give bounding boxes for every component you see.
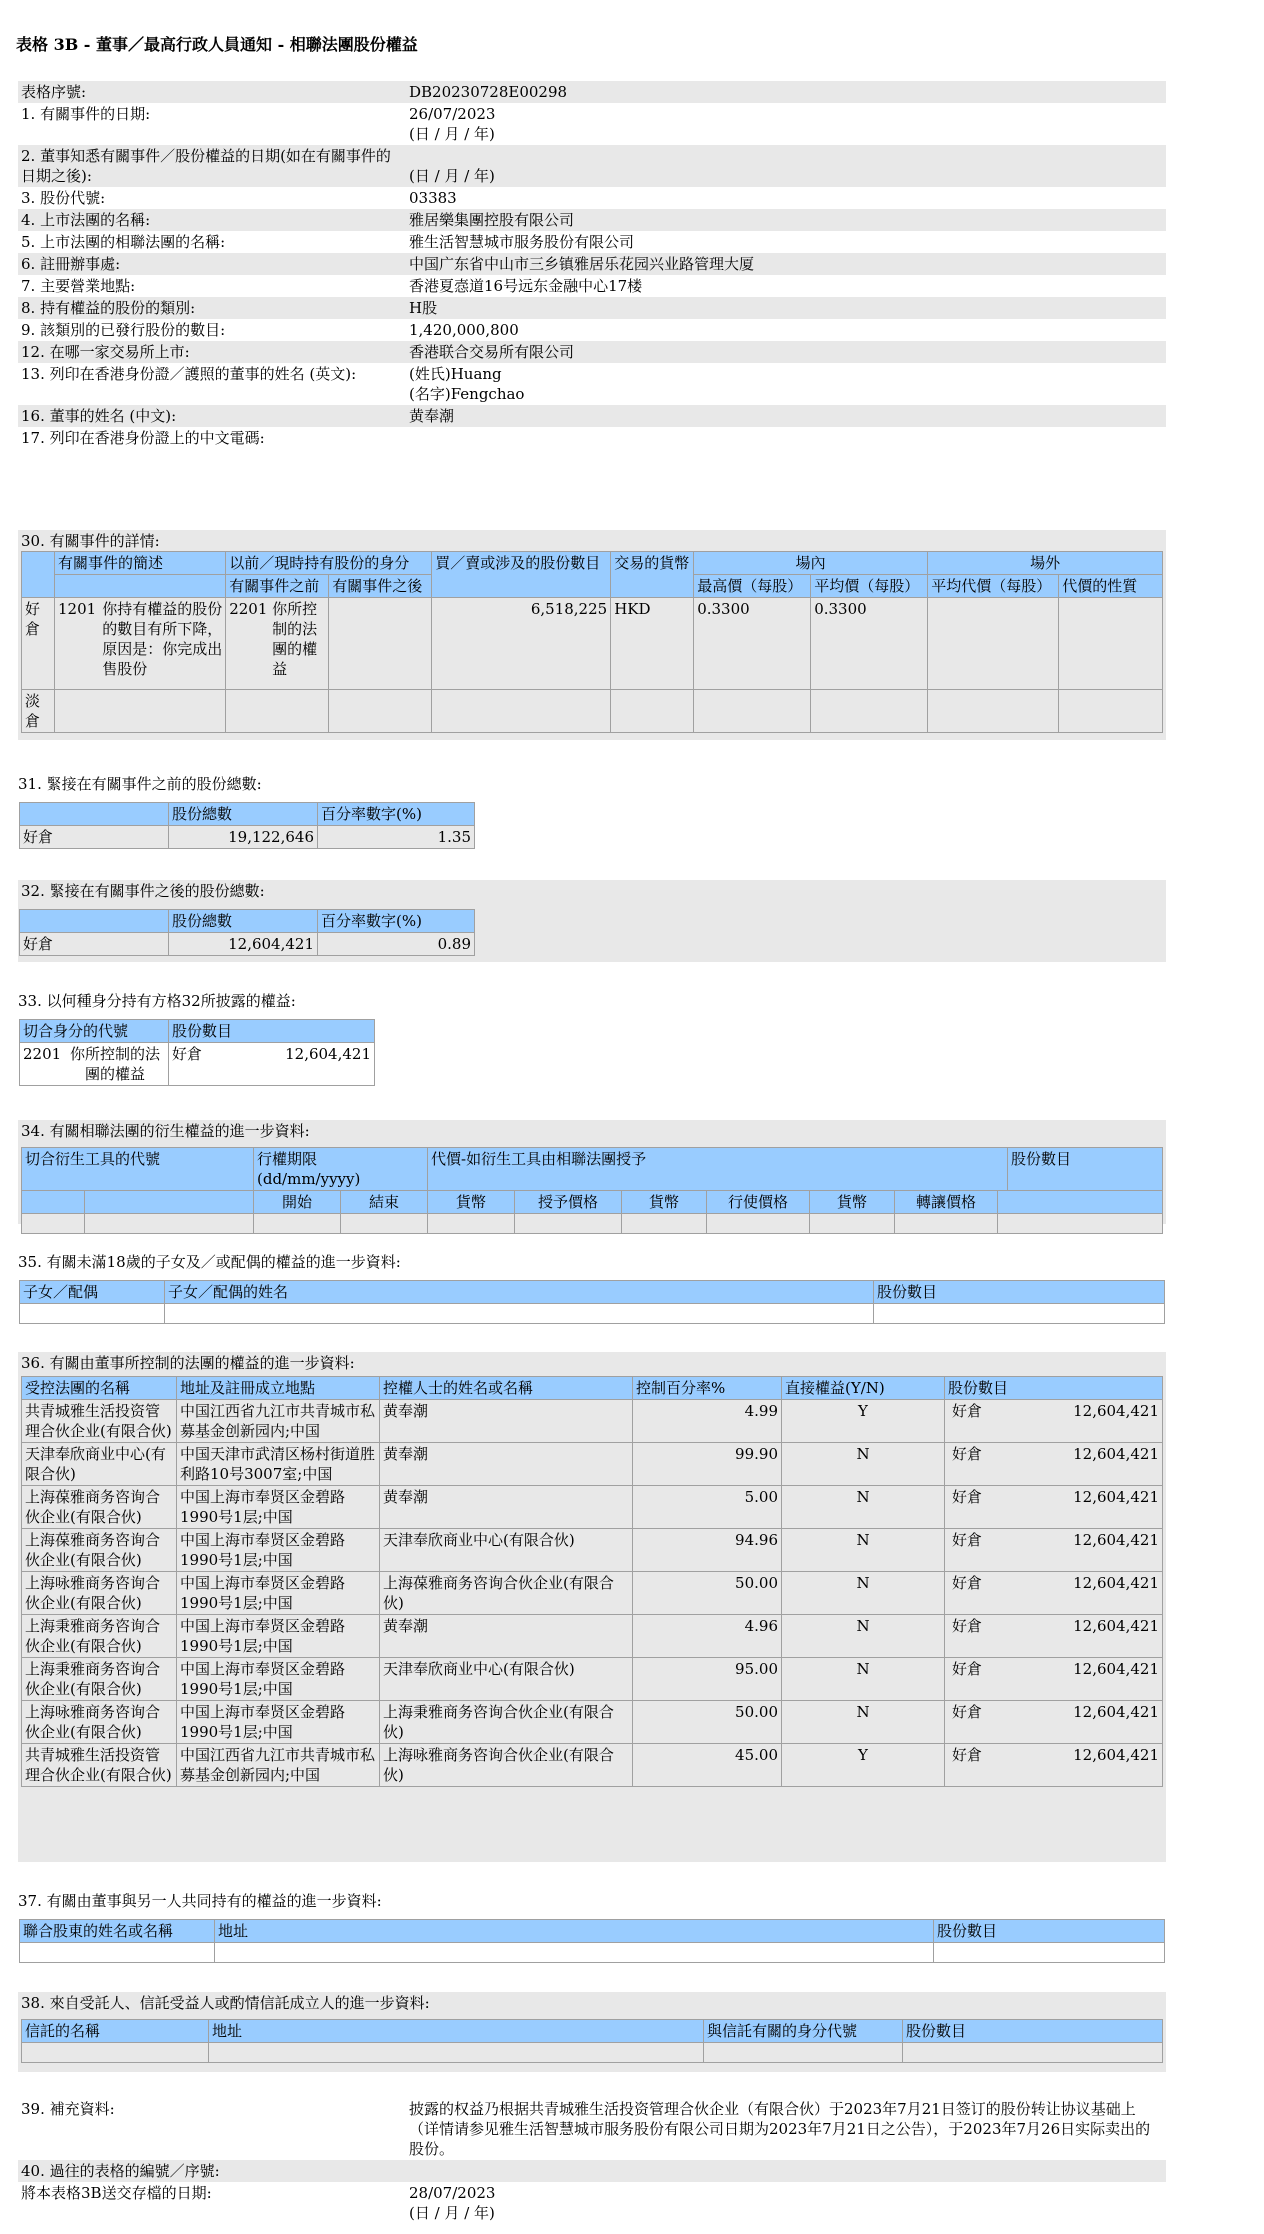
empty-cell	[20, 1943, 215, 1963]
header-currency: 貨幣	[428, 1191, 515, 1214]
header-num-shares: 股份數目	[945, 1377, 1163, 1400]
controlled-corp-row	[22, 1486, 1163, 1529]
corp-address: 中国江西省九江市共青城市私募基金创新园内;中国	[177, 1744, 380, 1787]
supplementary-label: 39. 補充資料:	[21, 2100, 115, 2118]
blank-header	[22, 1191, 85, 1214]
corp-address: 中国上海市奉贤区金碧路1990号1层;中国	[177, 1572, 380, 1615]
info-key: 17. 列印在香港身份證上的中文電碼:	[21, 429, 265, 447]
header-corp-name: 受控法團的名稱	[22, 1377, 177, 1400]
joint-holders-table	[19, 1919, 1165, 1963]
info-value: 03383	[409, 189, 457, 207]
controller-name: 黄奉潮	[380, 1400, 633, 1443]
empty-cell	[903, 2043, 1163, 2063]
info-key: 2. 董事知悉有關事件／股份權益的日期(如在有關事件的日期之後):	[21, 147, 391, 185]
footer-table	[18, 2098, 1166, 2224]
empty-cell	[998, 1214, 1163, 1234]
info-row	[18, 145, 1166, 187]
section-31-heading: 31. 緊接在有關事件之前的股份總數:	[18, 775, 262, 793]
empty-cell	[707, 1214, 810, 1234]
header-control-pct: 控制百分率%	[633, 1377, 782, 1400]
info-value: H股	[409, 299, 438, 317]
percentage: 0.89	[318, 933, 475, 956]
position-type: 好倉	[952, 1617, 983, 1635]
num-shares: 12,604,421	[1073, 1703, 1159, 1721]
info-value: DB20230728E00298	[409, 83, 568, 101]
trust-table	[21, 2019, 1163, 2063]
nature	[1059, 598, 1163, 690]
info-row	[18, 319, 1166, 341]
section-34	[18, 1120, 1166, 1224]
num-shares: 12,604,421	[1073, 1402, 1159, 1420]
header-trust-name: 信託的名稱	[22, 2020, 209, 2043]
header-num-shares: 股份數目	[934, 1920, 1165, 1943]
header-on-exchange: 場內	[694, 552, 928, 575]
info-row	[18, 341, 1166, 363]
info-key: 16. 董事的姓名 (中文):	[21, 407, 177, 425]
info-value	[406, 363, 1166, 405]
surname: (姓氏)Huang	[409, 365, 502, 383]
control-pct: 50.00	[633, 1701, 782, 1744]
empty-cell	[874, 1304, 1165, 1324]
info-key: 8. 持有權益的股份的類別:	[21, 299, 196, 317]
info-value: (日 / 月 / 年)	[409, 167, 495, 185]
controller-name: 上海秉雅商务咨询合伙企业(有限合伙)	[380, 1701, 633, 1744]
info-key: 5. 上市法團的相聯法團的名稱:	[21, 233, 226, 251]
header-avg-price: 平均價（每股）	[811, 575, 928, 598]
controlled-corp-row	[22, 1443, 1163, 1486]
control-pct: 4.99	[633, 1400, 782, 1443]
section-35-heading: 35. 有關未滿18歲的子女及／或配偶的權益的進一步資料:	[18, 1253, 401, 1271]
info-key: 3. 股份代號:	[21, 189, 106, 207]
date-format: (日 / 月 / 年)	[409, 2204, 495, 2222]
empty-cell	[704, 2043, 903, 2063]
off-avg	[928, 598, 1059, 690]
section-33-heading: 33. 以何種身分持有方格32所披露的權益:	[18, 992, 296, 1010]
header-pct: 百分率數字(%)	[318, 803, 475, 826]
capacity-code: 2201	[229, 600, 268, 618]
empty-cell	[611, 690, 694, 733]
shares-cell	[945, 1443, 1163, 1486]
section-heading: 36. 有關由董事所控制的法團的權益的進一步資料:	[21, 1354, 355, 1372]
control-pct: 94.96	[633, 1529, 782, 1572]
empty-cell	[1059, 690, 1163, 733]
section-30	[18, 530, 1166, 740]
header-num-shares: 股份數目	[874, 1281, 1165, 1304]
info-key: 13. 列印在香港身份證／護照的董事的姓名 (英文):	[21, 365, 357, 383]
max-price: 0.3300	[694, 598, 811, 690]
derivatives-table	[21, 1147, 1163, 1234]
blank-header	[998, 1191, 1163, 1214]
controlled-corp-row	[22, 1744, 1163, 1787]
corp-name: 上海咏雅商务咨询合伙企业(有限合伙)	[22, 1701, 177, 1744]
blank-header	[85, 1191, 254, 1214]
controlled-corp-row	[22, 1701, 1163, 1744]
long-position-row	[22, 598, 1163, 690]
num-shares: 12,604,421	[1073, 1617, 1159, 1635]
control-pct: 5.00	[633, 1486, 782, 1529]
controller-name: 黄奉潮	[380, 1486, 633, 1529]
corp-address: 中国上海市奉贤区金碧路1990号1层;中国	[177, 1529, 380, 1572]
corp-name: 上海秉雅商务咨询合伙企业(有限合伙)	[22, 1615, 177, 1658]
header-derivative-code: 切合衍生工具的代號	[22, 1148, 254, 1191]
empty-cell	[209, 2043, 704, 2063]
section-36	[18, 1352, 1166, 1862]
corp-name: 上海咏雅商务咨询合伙企业(有限合伙)	[22, 1572, 177, 1615]
submit-date-label: 將本表格3B送交存檔的日期:	[21, 2184, 212, 2202]
header-max-price: 最高價（每股）	[694, 575, 811, 598]
info-value: 中国广东省中山市三乡镇雅居乐花园兴业路管理大厦	[409, 255, 755, 273]
controlled-corps-table	[21, 1376, 1163, 1787]
previous-form-row	[18, 2160, 1166, 2182]
header-direct: 直接權益(Y/N)	[782, 1377, 945, 1400]
submit-date: 28/07/2023	[409, 2184, 496, 2202]
position-type: 好倉	[952, 1445, 983, 1463]
section-heading: 32. 緊接在有關事件之後的股份總數:	[21, 882, 265, 900]
position-type: 好倉	[172, 1045, 203, 1063]
blank-header	[22, 552, 55, 598]
supplementary-text: 披露的权益乃根据共青城雅生活投资管理合伙企业（有限合伙）于2023年7月21日签订的股份转让协议基础上（详情请参见雅生活智慧城市服务股份有限公司日期为2023年7月21日之公告），于2023年7月26日实际卖出的股份。	[409, 2100, 1151, 2158]
total-shares: 12,604,421	[169, 933, 318, 956]
controller-name: 天津奉欣商业中心(有限合伙)	[380, 1529, 633, 1572]
empty-cell	[432, 690, 611, 733]
previous-form-label: 40. 過往的表格的編號／序號:	[21, 2162, 220, 2180]
header-after: 有關事件之後	[329, 575, 432, 598]
header-transfer-price: 轉讓價格	[895, 1191, 998, 1214]
header-exercise-price: 行使價格	[707, 1191, 810, 1214]
blank-header	[20, 803, 169, 826]
header-shares: 買／賣或涉及的股份數目	[432, 552, 611, 598]
position-type: 好倉	[952, 1531, 983, 1549]
position-type: 好倉	[952, 1746, 983, 1764]
info-value: 雅生活智慧城市服务股份有限公司	[409, 233, 635, 251]
blank-header	[55, 575, 226, 598]
date-format: (日 / 月 / 年)	[409, 125, 495, 143]
empty-cell	[22, 2043, 209, 2063]
supplementary-row	[18, 2098, 1166, 2160]
header-trust-capacity: 與信託有關的身分代號	[704, 2020, 903, 2043]
shares-cell	[169, 1043, 375, 1086]
num-shares: 12,604,421	[1073, 1445, 1159, 1463]
controller-name: 上海咏雅商务咨询合伙企业(有限合伙)	[380, 1744, 633, 1787]
info-key: 表格序號:	[21, 83, 87, 101]
corp-address: 中国江西省九江市共青城市私募基金创新园内;中国	[177, 1400, 380, 1443]
empty-cell	[811, 690, 928, 733]
shares-cell	[945, 1658, 1163, 1701]
corp-name: 共青城雅生活投资管理合伙企业(有限合伙)	[22, 1744, 177, 1787]
corp-address: 中国上海市奉贤区金碧路1990号1层;中国	[177, 1615, 380, 1658]
empty-cell	[895, 1214, 998, 1234]
direct-interest: N	[782, 1486, 945, 1529]
empty-cell	[928, 690, 1059, 733]
event-details-table	[21, 551, 1163, 733]
controller-name: 天津奉欣商业中心(有限合伙)	[380, 1658, 633, 1701]
shares-cell	[945, 1529, 1163, 1572]
section-heading: 34. 有關相聯法團的衍生權益的進一步資料:	[21, 1122, 310, 1140]
long-label: 好倉	[20, 933, 169, 956]
section-heading: 30. 有關事件的詳情:	[21, 532, 160, 550]
empty-cell	[22, 1214, 85, 1234]
percentage: 1.35	[318, 826, 475, 849]
capacity-desc: 你所控制的法團的權益	[69, 1045, 160, 1083]
info-key: 9. 該類別的已發行股份的數目:	[21, 321, 226, 339]
header-capacity-code: 切合身分的代號	[20, 1020, 169, 1043]
long-label: 好倉	[22, 598, 55, 690]
empty-cell	[515, 1214, 622, 1234]
header-total: 股份總數	[169, 910, 318, 933]
corp-address: 中国天津市武清区杨村街道胜利路10号3007室;中国	[177, 1443, 380, 1486]
form-title: 表格 3B - 董事／最高行政人員通知 - 相聯法團股份權益	[16, 35, 418, 54]
capacity-code: 2201	[23, 1045, 62, 1063]
empty-cell	[55, 690, 226, 733]
control-pct: 95.00	[633, 1658, 782, 1701]
info-key: 1. 有關事件的日期:	[21, 105, 151, 123]
control-pct: 45.00	[633, 1744, 782, 1787]
children-spouse-table	[19, 1280, 1165, 1324]
header-desc: 有關事件的簡述	[55, 552, 226, 575]
short-position-row	[22, 690, 1163, 733]
shares-cell	[945, 1400, 1163, 1443]
capacity-table	[19, 1019, 375, 1086]
info-row	[18, 81, 1166, 103]
empty-cell	[810, 1214, 895, 1234]
header-num-shares: 股份數目	[1008, 1148, 1163, 1191]
after-totals-table	[19, 909, 475, 956]
shares-cell	[945, 1572, 1163, 1615]
position-type: 好倉	[952, 1574, 983, 1592]
info-key: 4. 上市法團的名稱:	[21, 211, 151, 229]
shares-cell	[945, 1701, 1163, 1744]
shares-cell	[945, 1486, 1163, 1529]
direct-interest: N	[782, 1701, 945, 1744]
capacity-desc: 你所控制的法團的權益	[272, 600, 318, 678]
info-value: 香港联合交易所有限公司	[409, 343, 575, 361]
header-pct: 百分率數字(%)	[318, 910, 475, 933]
corp-name: 上海葆雅商务咨询合伙企业(有限合伙)	[22, 1486, 177, 1529]
controlled-corp-row	[22, 1400, 1163, 1443]
corp-name: 上海秉雅商务咨询合伙企业(有限合伙)	[22, 1658, 177, 1701]
header-start: 開始	[254, 1191, 341, 1214]
empty-cell	[934, 1943, 1165, 1963]
header-nature: 代價的性質	[1059, 575, 1163, 598]
control-pct: 99.90	[633, 1443, 782, 1486]
info-table	[18, 81, 1166, 449]
header-grant-price: 授予價格	[515, 1191, 622, 1214]
info-row	[18, 297, 1166, 319]
header-address: 地址	[209, 2020, 704, 2043]
corp-address: 中国上海市奉贤区金碧路1990号1层;中国	[177, 1658, 380, 1701]
corp-name: 共青城雅生活投资管理合伙企业(有限合伙)	[22, 1400, 177, 1443]
num-shares: 12,604,421	[285, 1045, 371, 1063]
header-off-exchange: 場外	[928, 552, 1163, 575]
header-address: 地址及註冊成立地點	[177, 1377, 380, 1400]
direct-interest: N	[782, 1658, 945, 1701]
controller-name: 黄奉潮	[380, 1443, 633, 1486]
info-value: 黄奉潮	[409, 407, 455, 425]
info-row	[18, 253, 1166, 275]
event-code: 1201	[55, 598, 100, 690]
direct-interest: N	[782, 1572, 945, 1615]
submit-date-value	[406, 2182, 1166, 2224]
corp-address: 中国上海市奉贤区金碧路1990号1层;中国	[177, 1701, 380, 1744]
header-joint-name: 聯合股東的姓名或名稱	[20, 1920, 215, 1943]
header-before: 有關事件之前	[226, 575, 329, 598]
empty-cell	[226, 690, 329, 733]
direct-interest: N	[782, 1529, 945, 1572]
event-desc: 你持有權益的股份的數目有所下降，原因是：你完成出售股份	[99, 598, 226, 690]
header-currency: 交易的貨幣	[611, 552, 694, 598]
empty-cell	[329, 690, 432, 733]
empty-cell	[254, 1214, 341, 1234]
capacity-after	[329, 598, 432, 690]
info-row	[18, 209, 1166, 231]
direct-interest: N	[782, 1615, 945, 1658]
position-type: 好倉	[952, 1660, 983, 1678]
position-type: 好倉	[952, 1402, 983, 1420]
info-value: 香港夏悫道16号远东金融中心17楼	[409, 277, 643, 295]
blank-header	[20, 910, 169, 933]
submit-date-row	[18, 2182, 1166, 2224]
empty-cell	[20, 1304, 165, 1324]
direct-interest: Y	[782, 1744, 945, 1787]
direct-interest: N	[782, 1443, 945, 1486]
info-key: 7. 主要營業地點:	[21, 277, 136, 295]
header-capacity: 以前／現時持有股份的身分	[226, 552, 432, 575]
controller-name: 上海葆雅商务咨询合伙企业(有限合伙)	[380, 1572, 633, 1615]
info-key: 6. 註冊辦事處:	[21, 255, 121, 273]
controlled-corp-row	[22, 1658, 1163, 1701]
num-shares: 12,604,421	[1073, 1531, 1159, 1549]
shares-cell	[945, 1744, 1163, 1787]
header-exercise-period: 行權期限 (dd/mm/yyyy)	[254, 1148, 428, 1191]
header-total: 股份總數	[169, 803, 318, 826]
long-label: 好倉	[20, 826, 169, 849]
controlled-corp-row	[22, 1615, 1163, 1658]
info-value: 1,420,000,800	[409, 321, 519, 339]
before-totals-table	[19, 802, 475, 849]
direct-interest: Y	[782, 1400, 945, 1443]
empty-cell	[165, 1304, 874, 1324]
header-num-shares: 股份數目	[903, 2020, 1163, 2043]
previous-form-value	[406, 2160, 1166, 2182]
header-consideration: 代價-如衍生工具由相聯法團授予	[428, 1148, 1008, 1191]
controller-name: 黄奉潮	[380, 1615, 633, 1658]
header-currency: 貨幣	[622, 1191, 707, 1214]
capacity-cell	[20, 1043, 169, 1086]
num-shares: 12,604,421	[1073, 1488, 1159, 1506]
section-37-heading: 37. 有關由董事與另一人共同持有的權益的進一步資料:	[18, 1892, 382, 1910]
shares-cell	[945, 1615, 1163, 1658]
corp-name: 上海葆雅商务咨询合伙企业(有限合伙)	[22, 1529, 177, 1572]
total-shares: 19,122,646	[169, 826, 318, 849]
num-shares: 12,604,421	[1073, 1660, 1159, 1678]
info-value	[406, 427, 1166, 449]
corp-address: 中国上海市奉贤区金碧路1990号1层;中国	[177, 1486, 380, 1529]
header-name: 子女／配偶的姓名	[165, 1281, 874, 1304]
header-address: 地址	[215, 1920, 934, 1943]
header-child-spouse: 子女／配偶	[20, 1281, 165, 1304]
short-label: 淡倉	[22, 690, 55, 733]
currency: HKD	[611, 598, 694, 690]
controlled-corp-row	[22, 1572, 1163, 1615]
empty-cell	[622, 1214, 707, 1234]
section-heading: 38. 來自受託人、信託受益人或酌情信託成立人的進一步資料:	[21, 1994, 430, 2012]
section-38	[18, 1992, 1166, 2072]
header-off-avg: 平均代價（每股）	[928, 575, 1059, 598]
avg-price: 0.3300	[811, 598, 928, 690]
empty-cell	[428, 1214, 515, 1234]
given-name: (名字)Fengchao	[409, 385, 525, 403]
info-row	[18, 363, 1166, 405]
capacity-before	[226, 598, 329, 690]
empty-cell	[694, 690, 811, 733]
control-pct: 50.00	[633, 1572, 782, 1615]
info-row	[18, 275, 1166, 297]
corp-name: 天津奉欣商业中心(有限合伙)	[22, 1443, 177, 1486]
info-row	[18, 405, 1166, 427]
empty-cell	[85, 1214, 254, 1234]
header-currency: 貨幣	[810, 1191, 895, 1214]
info-row	[18, 187, 1166, 209]
position-type: 好倉	[952, 1488, 983, 1506]
position-type: 好倉	[952, 1703, 983, 1721]
info-row	[18, 103, 1166, 145]
event-date: 26/07/2023	[409, 105, 496, 123]
info-value	[406, 103, 1166, 145]
info-value: 雅居樂集團控股有限公司	[409, 211, 575, 229]
header-controller: 控權人士的姓名或名稱	[380, 1377, 633, 1400]
control-pct: 4.96	[633, 1615, 782, 1658]
empty-cell	[215, 1943, 934, 1963]
info-row	[18, 427, 1166, 449]
info-row	[18, 231, 1166, 253]
controlled-corp-row	[22, 1529, 1163, 1572]
num-shares: 12,604,421	[1073, 1746, 1159, 1764]
shares-involved: 6,518,225	[432, 598, 611, 690]
empty-cell	[341, 1214, 428, 1234]
num-shares: 12,604,421	[1073, 1574, 1159, 1592]
header-end: 結束	[341, 1191, 428, 1214]
header-num-shares: 股份數目	[169, 1020, 375, 1043]
info-key: 12. 在哪一家交易所上市:	[21, 343, 190, 361]
